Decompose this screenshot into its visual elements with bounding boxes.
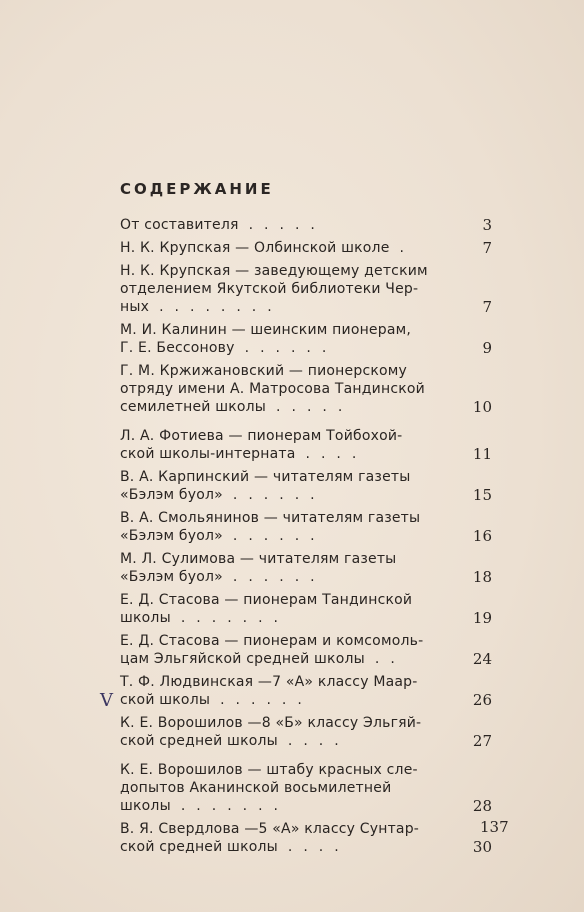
toc-entry-page: 7 [482, 298, 492, 316]
toc-entry [120, 714, 492, 750]
toc-entry-page: 10 [472, 398, 492, 416]
toc-entry-text: школы ....... [120, 610, 289, 626]
toc-entry-text: М. Л. Сулимова — читателям газеты [120, 551, 397, 567]
toc-entry-text: Г. М. Кржижановский — пионерскому [120, 363, 408, 379]
toc-entry-text: цам Эльгяйской средней школы .. [120, 651, 406, 667]
toc-entry-text: ской школы-интерната .... [120, 446, 368, 462]
toc-entry [120, 761, 492, 815]
toc-entry-text: ской средней школы .... [120, 839, 350, 855]
toc-entry-page: 26 [472, 691, 492, 709]
toc-entry-text: «Бэлэм буол» ...... [120, 487, 326, 503]
toc-entry [120, 820, 492, 856]
toc-entry-page: 11 [472, 445, 492, 463]
toc-entry-text: Т. Ф. Людвинская —7 «А» классу Маар- [120, 674, 418, 690]
toc-entry-page: 27 [472, 732, 492, 750]
toc-entry-text: Е. Д. Стасова — пионерам и комсомоль- [120, 633, 424, 649]
toc-entry [120, 239, 492, 257]
toc-entry-text: Г. Е. Бессонову ...... [120, 340, 338, 356]
toc-entry-text: Е. Д. Стасова — пионерам Тандинской [120, 592, 413, 608]
toc-entry-text: Л. А. Фотиева — пионерам Тойбохой- [120, 428, 403, 444]
toc-entry-page: 30 [472, 838, 492, 856]
toc-entry-text: отряду имени А. Матросова Тандинской [120, 381, 425, 397]
toc-entry-text: отделением Якутской библиотеки Чер- [120, 281, 419, 297]
toc-entry [120, 468, 492, 504]
toc-entry-text: «Бэлэм буол» ...... [120, 569, 326, 585]
toc-entry-text: Н. К. Крупская — заведующему детским [120, 263, 428, 279]
toc-entry [120, 262, 492, 316]
toc-entry [120, 673, 492, 709]
table-of-contents [120, 216, 492, 861]
toc-entry-page: 7 [482, 239, 492, 257]
page-title: СОДЕРЖАНИЕ [120, 180, 274, 198]
toc-entry-text: К. Е. Ворошилов —8 «Б» классу Эльгяй- [120, 715, 422, 731]
toc-entry-text: В. А. Карпинский — читателям газеты [120, 469, 411, 485]
toc-entry-text: допытов Аканинской восьмилетней [120, 780, 392, 796]
toc-entry-text: школы ....... [120, 798, 289, 814]
toc-entry [120, 591, 492, 627]
toc-entry-text: семилетней школы ..... [120, 399, 354, 415]
toc-entry-page: 28 [472, 797, 492, 815]
toc-entry-page: 24 [472, 650, 492, 668]
toc-entry-page: 9 [482, 339, 492, 357]
toc-entry-text: ской средней школы .... [120, 733, 350, 749]
toc-entry [120, 427, 492, 463]
toc-entry [120, 362, 492, 416]
toc-entry-text: ных ........ [120, 299, 283, 315]
toc-entry [120, 321, 492, 357]
toc-entry-text: К. Е. Ворошилов — штабу красных сле- [120, 762, 418, 778]
toc-entry [120, 216, 492, 234]
toc-entry [120, 509, 492, 545]
toc-entry-page: 18 [472, 568, 492, 586]
toc-entry-text: ской школы ...... [120, 692, 313, 708]
toc-entry-text: В. Я. Свердлова —5 «А» классу Сунтар- [120, 821, 420, 837]
toc-entry-page: 3 [482, 216, 492, 234]
toc-entry-text: Н. К. Крупская — Олбинской школе . [120, 240, 415, 256]
toc-entry-text: М. И. Калинин — шеинским пионерам, [120, 322, 412, 338]
toc-entry-text: От составителя ..... [120, 217, 326, 233]
toc-entry [120, 632, 492, 668]
toc-entry-page: 15 [472, 486, 492, 504]
toc-entry-page: 16 [472, 527, 492, 545]
toc-entry-text: В. А. Смольянинов — читателям газеты [120, 510, 421, 526]
page-number: 137 [480, 818, 509, 836]
toc-entry [120, 550, 492, 586]
margin-check-mark: V [100, 690, 113, 711]
toc-entry-page: 19 [472, 609, 492, 627]
toc-entry-text: «Бэлэм буол» ...... [120, 528, 326, 544]
